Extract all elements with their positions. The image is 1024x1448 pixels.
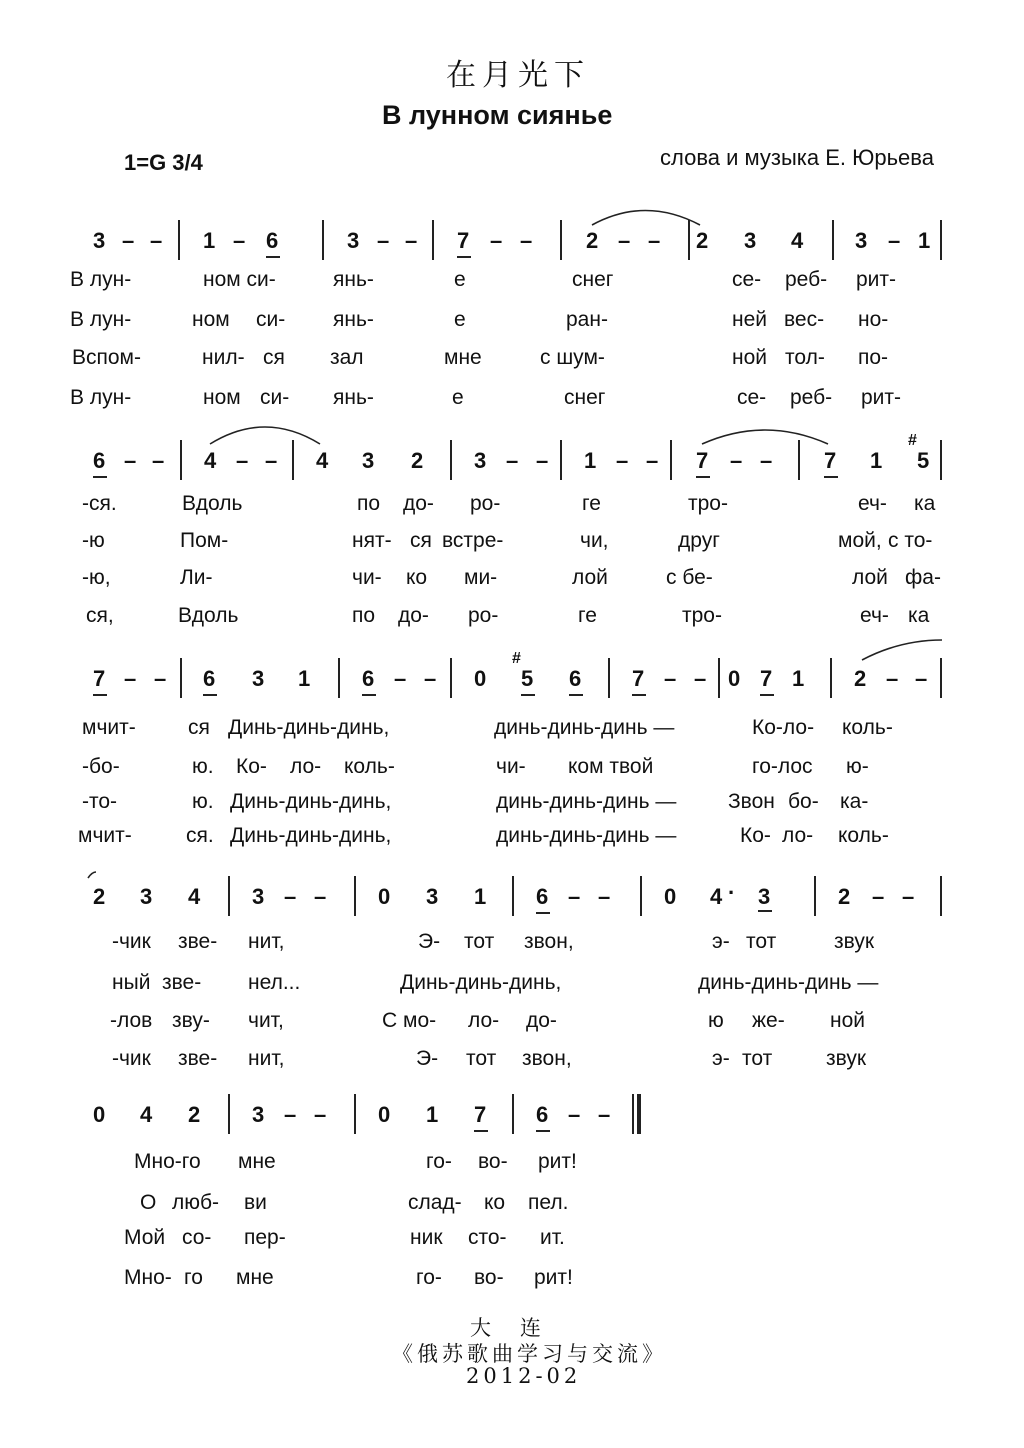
lyric: динь-динь-динь — bbox=[494, 716, 675, 739]
lyric: Мно- bbox=[124, 1266, 172, 1289]
lyric: ся, bbox=[86, 604, 114, 627]
lyric: ном си- bbox=[203, 268, 276, 291]
lyric: нит, bbox=[248, 930, 285, 953]
lyric: до- bbox=[398, 604, 429, 627]
lyric: сто- bbox=[468, 1226, 507, 1249]
lyric: ран- bbox=[566, 308, 608, 331]
lyric: зву- bbox=[172, 1009, 210, 1032]
lyric: по bbox=[352, 604, 376, 627]
lyric: Вспом- bbox=[72, 346, 141, 369]
lyric: друг bbox=[678, 529, 720, 552]
lyric: ви bbox=[244, 1191, 267, 1214]
footer-source: 《俄苏歌曲学习与交流》 bbox=[392, 1342, 667, 1366]
chinese-title: 在月光下 bbox=[446, 58, 590, 93]
lyric: ко bbox=[484, 1191, 506, 1214]
lyric: се- bbox=[737, 386, 767, 409]
lyric: снег bbox=[572, 268, 614, 291]
lyric: слад- bbox=[408, 1191, 462, 1214]
lyric: ю. bbox=[192, 755, 214, 778]
lyric: ся bbox=[188, 716, 210, 739]
lyric: мчит- bbox=[82, 716, 136, 739]
lyric: реб- bbox=[785, 268, 828, 291]
lyric: рит! bbox=[538, 1150, 577, 1173]
lyric: янь- bbox=[333, 308, 374, 331]
lyric: ком твой bbox=[568, 755, 654, 778]
lyric: бо- bbox=[788, 790, 819, 813]
slur-1 bbox=[592, 211, 700, 226]
lyric: тро- bbox=[682, 604, 722, 627]
lyric: Пом- bbox=[180, 529, 229, 552]
lyric: -бо- bbox=[82, 755, 120, 778]
lyric: ит. bbox=[540, 1226, 565, 1249]
lyric: ю. bbox=[192, 790, 214, 813]
lyric: го- bbox=[416, 1266, 442, 1289]
lyric: ми- bbox=[464, 566, 498, 589]
lyric: чи- bbox=[496, 755, 526, 778]
lyric: е bbox=[454, 268, 466, 291]
lyric: Звон bbox=[728, 790, 775, 813]
lyric: Динь-динь-динь, bbox=[400, 971, 562, 994]
lyric: звон, bbox=[522, 1047, 572, 1070]
lyric: ю bbox=[708, 1009, 724, 1032]
lyric: чи, bbox=[580, 529, 609, 552]
lyric: го- bbox=[426, 1150, 452, 1173]
lyric: ка bbox=[914, 492, 936, 515]
lyric: О bbox=[140, 1191, 157, 1214]
lyric: -лов bbox=[110, 1009, 153, 1032]
lyric: рит! bbox=[534, 1266, 573, 1289]
footer-city: 大 连 bbox=[470, 1316, 545, 1340]
lyric: ной bbox=[830, 1009, 866, 1032]
lyric: лой bbox=[572, 566, 608, 589]
lyric: ней bbox=[732, 308, 768, 331]
lyric: е bbox=[452, 386, 464, 409]
lyric: мчит- bbox=[78, 824, 132, 847]
lyric: В лун- bbox=[70, 386, 132, 409]
russian-title: В лунном сиянье bbox=[382, 100, 613, 130]
lyric: коль- bbox=[838, 824, 889, 847]
lyric: -ю, bbox=[82, 566, 111, 589]
lyric: по bbox=[357, 492, 381, 515]
lyric: янь- bbox=[333, 386, 374, 409]
lyric: -ю bbox=[82, 529, 105, 552]
lyric: нит, bbox=[248, 1047, 285, 1070]
lyric: Мно-го bbox=[134, 1150, 201, 1173]
credits: слова и музыка Е. Юрьева bbox=[660, 145, 934, 170]
lyric: зве- bbox=[178, 930, 218, 953]
slur-2 bbox=[210, 427, 320, 444]
lyric: ном bbox=[203, 386, 241, 409]
lyric: пел. bbox=[528, 1191, 569, 1214]
lyric: со- bbox=[182, 1226, 212, 1249]
lyric: ю- bbox=[846, 755, 869, 778]
lyric: звон, bbox=[524, 930, 574, 953]
lyric: ка- bbox=[840, 790, 869, 813]
lyric: еч- bbox=[860, 604, 889, 627]
lyric: ло- bbox=[782, 824, 814, 847]
lyric: коль- bbox=[842, 716, 893, 739]
lyric: нил- bbox=[202, 346, 245, 369]
lyric: э- bbox=[712, 1047, 730, 1070]
lyric: Э- bbox=[416, 1047, 439, 1070]
lyric: го-лос bbox=[752, 755, 813, 778]
lyric: коль- bbox=[344, 755, 395, 778]
lyric: зве- bbox=[162, 971, 202, 994]
slur-3 bbox=[702, 430, 828, 444]
slur-5 bbox=[88, 872, 96, 878]
lyric: во- bbox=[478, 1150, 508, 1173]
lyric: В лун- bbox=[70, 308, 132, 331]
lyric: мой, bbox=[838, 529, 882, 552]
lyric: Вдоль bbox=[178, 604, 239, 627]
lyric: ро- bbox=[468, 604, 499, 627]
lyric: чи- bbox=[352, 566, 382, 589]
lyric: ся. bbox=[186, 824, 214, 847]
lyric: встре- bbox=[442, 529, 504, 552]
lyric: Динь-динь-динь, bbox=[230, 824, 392, 847]
lyric: ник bbox=[410, 1226, 443, 1249]
lyric: тол- bbox=[785, 346, 825, 369]
lyric: ге bbox=[582, 492, 601, 515]
lyric: го bbox=[184, 1266, 203, 1289]
lyric: ро- bbox=[470, 492, 501, 515]
lyric: ло- bbox=[290, 755, 322, 778]
lyric: тро- bbox=[688, 492, 728, 515]
key-signature: 1=G 3/4 bbox=[124, 150, 203, 175]
lyric: В лун- bbox=[70, 268, 132, 291]
lyric: Ли- bbox=[180, 566, 213, 589]
lyric: чит, bbox=[248, 1009, 284, 1032]
lyric: до- bbox=[403, 492, 434, 515]
lyric: лой bbox=[852, 566, 888, 589]
lyric: снег bbox=[564, 386, 606, 409]
lyric: зве- bbox=[178, 1047, 218, 1070]
lyric: си- bbox=[260, 386, 290, 409]
lyric: ной bbox=[732, 346, 768, 369]
lyric: еч- bbox=[858, 492, 887, 515]
lyric: Вдоль bbox=[182, 492, 243, 515]
lyric: динь-динь-динь — bbox=[698, 971, 879, 994]
lyric: динь-динь-динь — bbox=[496, 824, 677, 847]
lyric: се- bbox=[732, 268, 762, 291]
lyric: Динь-динь-динь, bbox=[228, 716, 390, 739]
lyric: с шум- bbox=[540, 346, 605, 369]
lyric: вес- bbox=[784, 308, 825, 331]
lyric: ко bbox=[406, 566, 428, 589]
lyric: мне bbox=[236, 1266, 274, 1289]
lyric: -то- bbox=[82, 790, 118, 813]
lyric: янь- bbox=[333, 268, 374, 291]
lyric: ло- bbox=[468, 1009, 500, 1032]
lyric: звук bbox=[826, 1047, 867, 1070]
lyric: -ся. bbox=[82, 492, 117, 515]
lyric: люб- bbox=[172, 1191, 220, 1214]
lyric: нят- bbox=[352, 529, 392, 552]
lyric: зал bbox=[330, 346, 364, 369]
lyric: Ко-ло- bbox=[752, 716, 815, 739]
slur-4 bbox=[862, 640, 942, 660]
lyric: с бе- bbox=[666, 566, 713, 589]
lyric: мне bbox=[238, 1150, 276, 1173]
lyric: Динь-динь-динь, bbox=[230, 790, 392, 813]
lyric: по- bbox=[858, 346, 889, 369]
lyric: ге bbox=[578, 604, 597, 627]
lyric: ся bbox=[263, 346, 285, 369]
lyric: рит- bbox=[861, 386, 902, 409]
lyric: -чик bbox=[112, 1047, 151, 1070]
lyric: до- bbox=[526, 1009, 557, 1032]
lyric: фа- bbox=[905, 566, 941, 589]
lyric: мне bbox=[444, 346, 482, 369]
lyric: Мой bbox=[124, 1226, 166, 1249]
lyric: Ко- bbox=[236, 755, 267, 778]
lyric: -чик bbox=[112, 930, 151, 953]
lyric: динь-динь-динь — bbox=[496, 790, 677, 813]
lyric: С мо- bbox=[382, 1009, 437, 1032]
lyric: ся bbox=[410, 529, 432, 552]
lyric: реб- bbox=[790, 386, 833, 409]
lyric: с то- bbox=[888, 529, 933, 552]
lyric: ный bbox=[112, 971, 151, 994]
lyric: во- bbox=[474, 1266, 504, 1289]
lyric: нел... bbox=[248, 971, 301, 994]
lyric: тот bbox=[466, 1047, 497, 1070]
lyric: тот bbox=[742, 1047, 773, 1070]
footer-date: 2012-02 bbox=[466, 1364, 582, 1388]
lyric: си- bbox=[256, 308, 286, 331]
lyric: ка bbox=[908, 604, 930, 627]
lyric: Э- bbox=[418, 930, 441, 953]
lyric: э- bbox=[712, 930, 730, 953]
lyric: но- bbox=[858, 308, 889, 331]
lyric: звук bbox=[834, 930, 875, 953]
lyric: пер- bbox=[244, 1226, 286, 1249]
lyric: Ко- bbox=[740, 824, 771, 847]
lyric: рит- bbox=[856, 268, 897, 291]
lyric: тот bbox=[464, 930, 495, 953]
lyric: тот bbox=[746, 930, 777, 953]
lyric: ном bbox=[192, 308, 230, 331]
lyric: же- bbox=[752, 1009, 785, 1032]
lyric: е bbox=[454, 308, 466, 331]
